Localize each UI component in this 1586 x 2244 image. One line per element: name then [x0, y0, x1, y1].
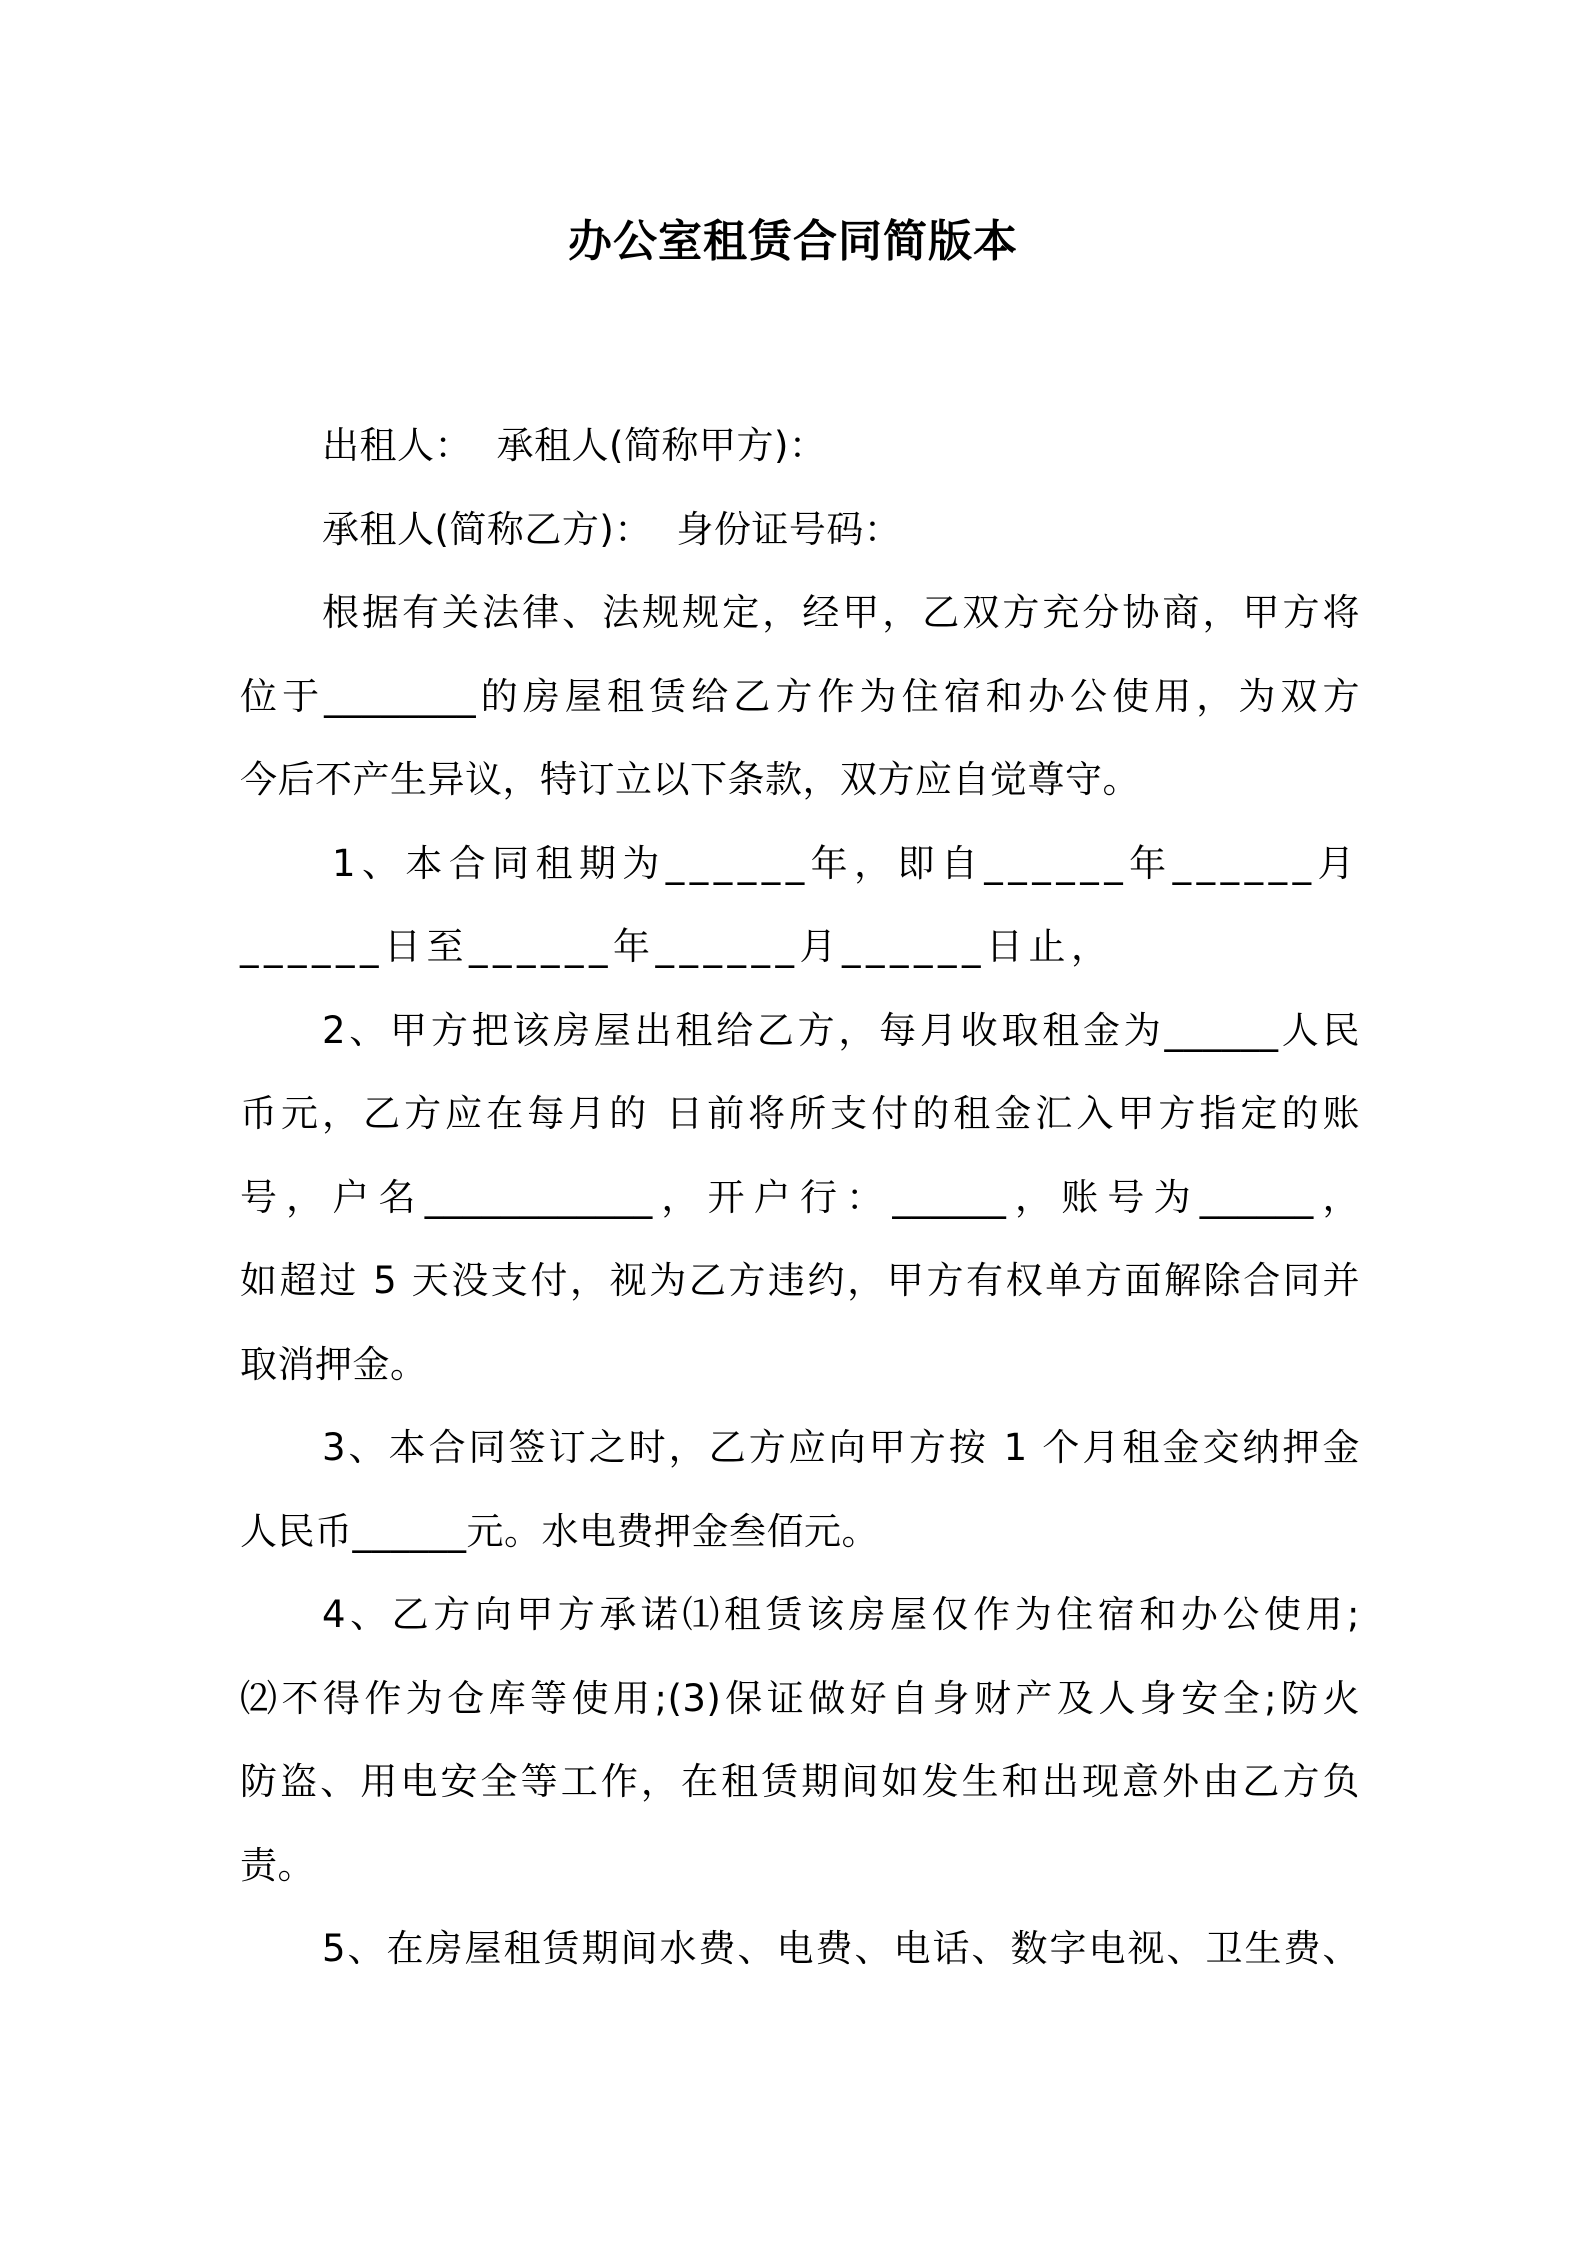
contract-body	[240, 404, 1360, 1991]
text-line: 号，户名____________，开户行：______，账号为______，	[240, 1175, 1360, 1219]
text-line: 今后不产生异议，特订立以下条款，双方应自觉尊守。	[240, 758, 1140, 801]
text-line: 出租人： 承租人(简称甲方)：	[322, 424, 827, 467]
text-line: 3、本合同签订之时，乙方应向甲方按 1 个月租金交纳押金	[322, 1426, 1360, 1469]
text-line: 4、乙方向甲方承诺⑴租赁该房屋仅作为住宿和办公使用;	[322, 1593, 1360, 1636]
text-line: 5、在房屋租赁期间水费、电费、电话、数字电视、卫生费、	[322, 1927, 1360, 1970]
text-line: 币元，乙方应在每月的 日前将所支付的租金汇入甲方指定的账	[240, 1092, 1360, 1135]
text-line: 承租人(简称乙方)： 身份证号码：	[322, 507, 902, 551]
text-line: 责。	[240, 1843, 315, 1887]
text-line: 位于________的房屋租赁给乙方作为住宿和办公使用，为双方	[240, 674, 1360, 718]
text-line: 人民币______元。水电费押金叁佰元。	[240, 1509, 879, 1553]
text-line: 根据有关法律、法规规定，经甲，乙双方充分协商，甲方将	[322, 591, 1360, 634]
text-line: 2、甲方把该房屋出租给乙方，每月收取租金为______人民	[322, 1008, 1360, 1052]
text-line: ⑵不得作为仓库等使用;(3)保证做好自身财产及人身安全;防火	[240, 1676, 1360, 1720]
text-line: 取消押金。	[240, 1342, 428, 1386]
text-line: ______日至______年______月______日止，	[240, 925, 1114, 968]
text-line: 1、本合同租期为______年，即自______年______月	[332, 841, 1360, 885]
text-line: 防盗、用电安全等工作，在租赁期间如发生和出现意外由乙方负	[240, 1760, 1360, 1803]
text-line: 如超过 5 天没支付，视为乙方违约，甲方有权单方面解除合同并	[240, 1259, 1360, 1302]
document-title: 办公室租赁合同简版本	[568, 216, 1018, 267]
